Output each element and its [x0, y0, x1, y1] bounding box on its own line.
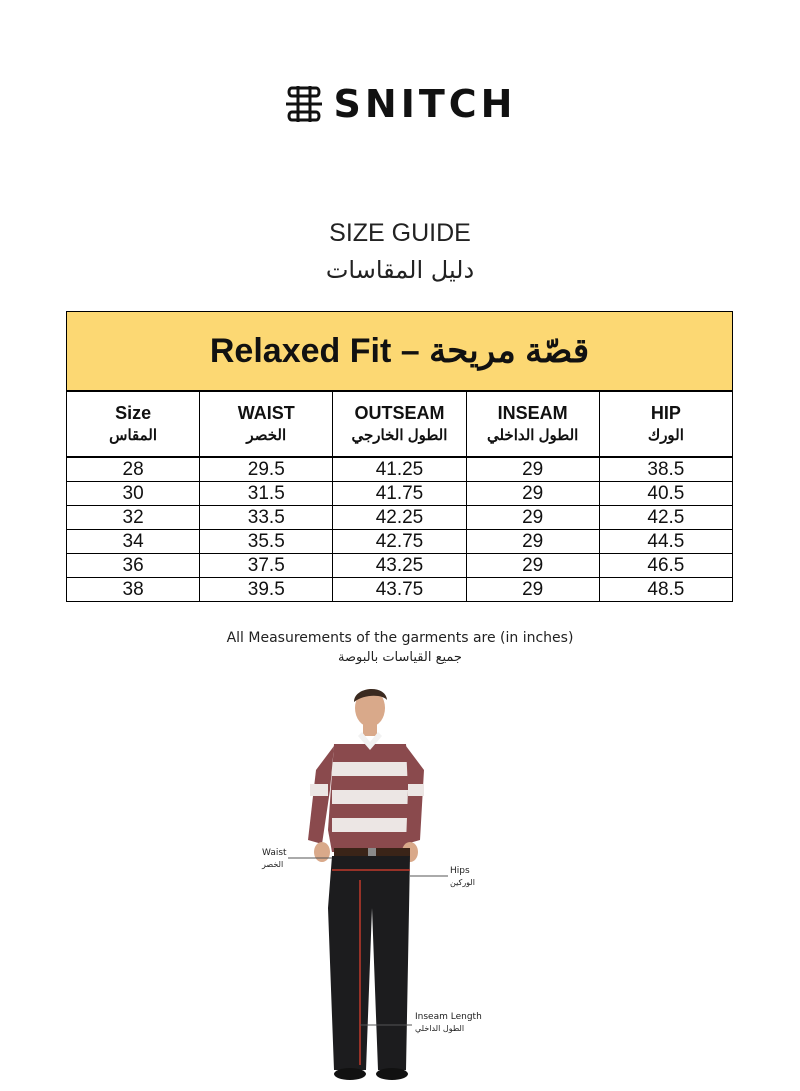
column-header-hip: HIP الورك: [599, 392, 732, 458]
model-figure: [250, 680, 570, 1085]
hips-label: Hips الوركين: [450, 866, 475, 887]
table-cell: 39.5: [200, 578, 333, 602]
table-cell: 40.5: [599, 482, 732, 506]
table-cell: 28: [67, 457, 200, 482]
fit-header: [66, 311, 733, 391]
brand-logo: [0, 82, 800, 126]
size-table: [66, 311, 733, 602]
column-header-waist: WAIST الخصر: [200, 392, 333, 458]
table-cell: 41.25: [333, 457, 466, 482]
table-cell: 35.5: [200, 530, 333, 554]
table-cell: 29: [466, 554, 599, 578]
measurement-note: All Measurements of the garments are (in inches): [226, 630, 574, 646]
table-cell: 44.5: [599, 530, 732, 554]
brand-name: SNITCH: [333, 82, 517, 126]
table-cell: 33.5: [200, 506, 333, 530]
table-cell: 29: [466, 457, 599, 482]
size-guide-title-arabic: دليل المقاسات: [325, 256, 475, 284]
column-header-inseam: INSEAM الطول الداخلي: [466, 392, 599, 458]
table-cell: 30: [67, 482, 200, 506]
table-cell: 29: [466, 506, 599, 530]
table-cell: 48.5: [599, 578, 732, 602]
table-cell: 43.75: [333, 578, 466, 602]
table-cell: 29: [466, 482, 599, 506]
grid-hash-logo-icon: [284, 84, 324, 124]
column-header-outseam: OUTSEAM الطول الخارجي: [333, 392, 466, 458]
table-cell: 34: [67, 530, 200, 554]
table-row: [67, 554, 733, 578]
table-cell: 46.5: [599, 554, 732, 578]
table-cell: 29: [466, 530, 599, 554]
fit-title: Relaxed Fit – قصّة مريحة: [209, 332, 590, 370]
table-cell: 42.25: [333, 506, 466, 530]
table-row: [67, 578, 733, 602]
table-cell: 29: [466, 578, 599, 602]
table-row: [67, 506, 733, 530]
table-cell: 38.5: [599, 457, 732, 482]
table-cell: 36: [67, 554, 200, 578]
table-cell: 31.5: [200, 482, 333, 506]
waist-label: Waist الخصر: [262, 848, 287, 869]
table-row: [67, 482, 733, 506]
measurement-note-arabic: جميع القياسات بالبوصة: [338, 650, 462, 665]
table-cell: 42.5: [599, 506, 732, 530]
table-cell: 38: [67, 578, 200, 602]
column-header-size: Size المقاس: [67, 392, 200, 458]
measurements-table: [66, 391, 733, 602]
table-cell: 29.5: [200, 457, 333, 482]
table-cell: 41.75: [333, 482, 466, 506]
table-row: [67, 530, 733, 554]
table-cell: 42.75: [333, 530, 466, 554]
table-header-row: [67, 392, 733, 458]
table-row: [67, 457, 733, 482]
table-cell: 32: [67, 506, 200, 530]
inseam-length-label: Inseam Length الطول الداخلي: [415, 1012, 482, 1033]
size-guide-title: SIZE GUIDE: [329, 219, 471, 247]
table-cell: 43.25: [333, 554, 466, 578]
model-illustration: [250, 680, 570, 1085]
table-cell: 37.5: [200, 554, 333, 578]
